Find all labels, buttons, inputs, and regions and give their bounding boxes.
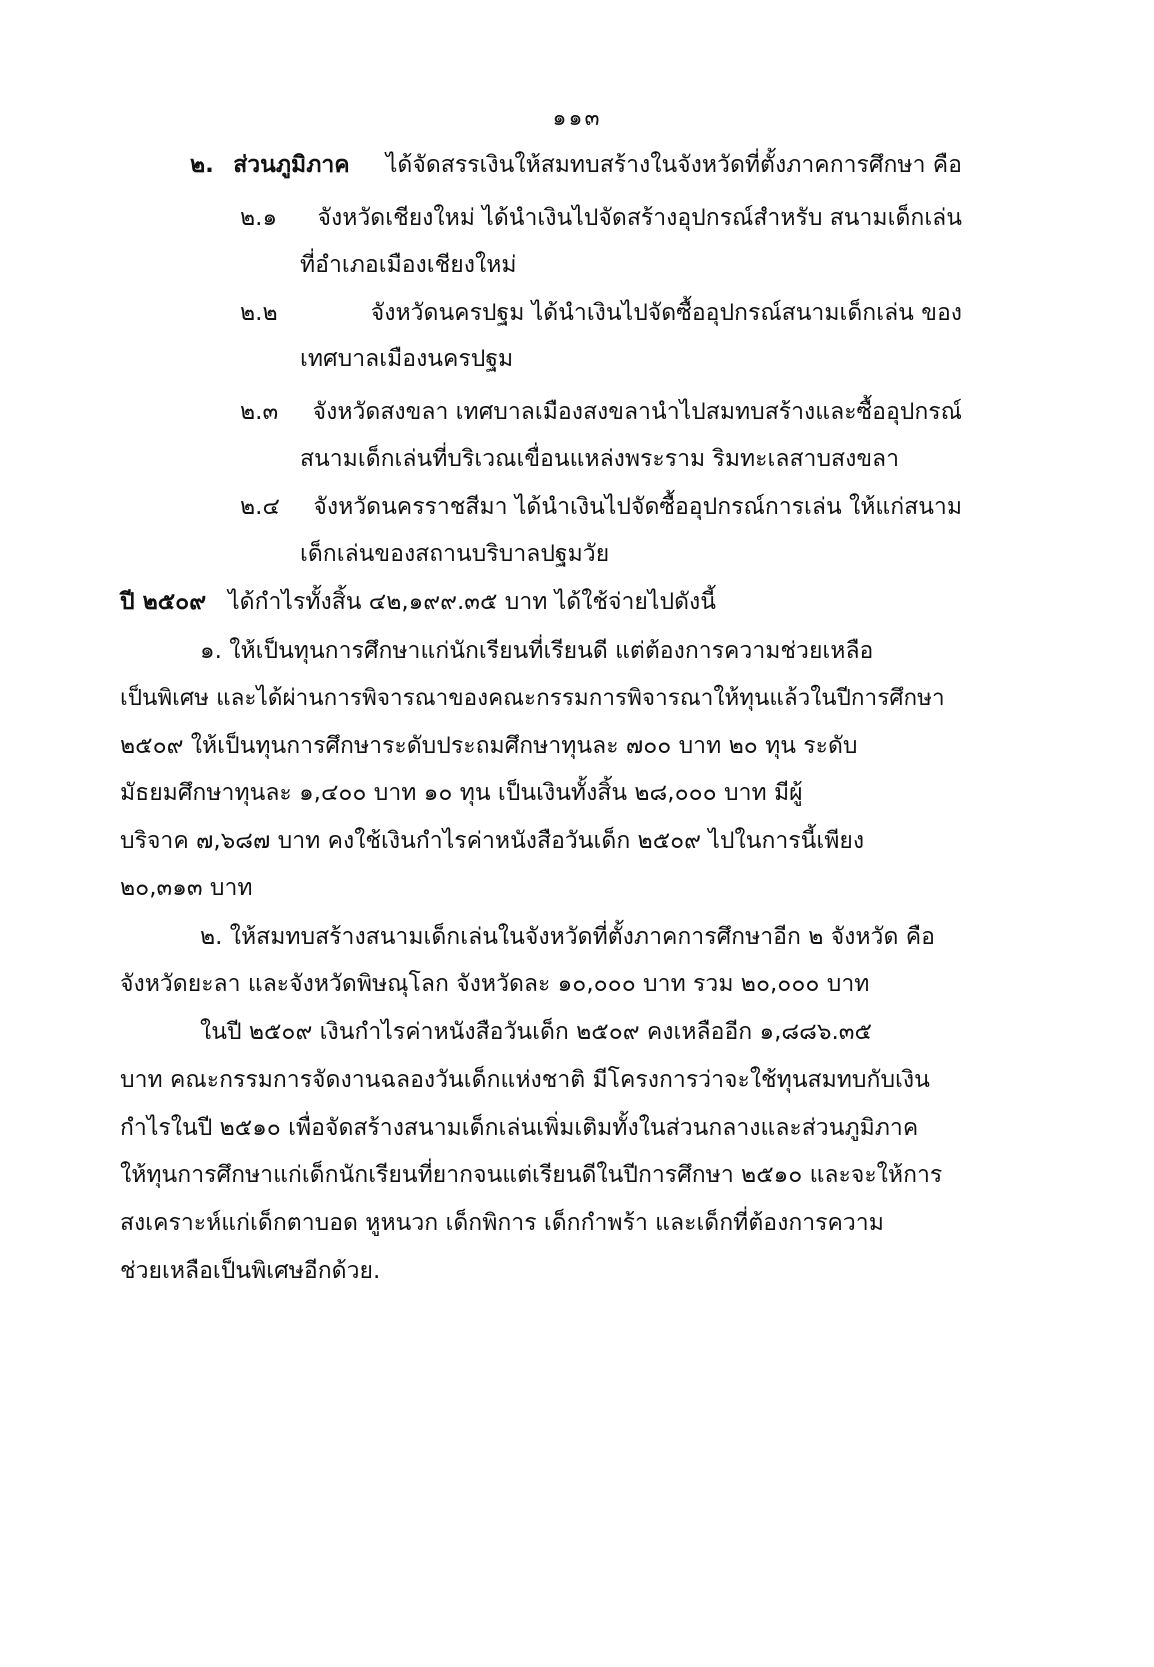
section-heading-text: ได้จัดสรรเงินให้สมทบสร้างในจังหวัดที่ตั้งภาคการศึกษา คือ: [385, 152, 962, 178]
paragraph-line: ในปี ๒๕๐๙ เงินกำไรค่าหนังสือวันเด็ก ๒๕๐๙ คงเหลืออีก ๑,๘๘๖.๓๕: [200, 1019, 872, 1045]
section-title: ส่วนภูมิภาค: [233, 152, 350, 178]
list-item: [240, 298, 962, 328]
item-line: จังหวัดเชียงใหม่ ได้นำเงินไปจัดสร้างอุปกรณ์สำหรับ สนามเด็กเล่น: [317, 205, 962, 231]
paragraph-line: ๒. ให้สมทบสร้างสนามเด็กเล่นในจังหวัดที่ตั้งภาคการศึกษาอีก ๒ จังหวัด คือ: [200, 924, 935, 950]
item-line: จังหวัดนครราชสีมา ได้นำเงินไปจัดซื้ออุปกรณ์การเล่น ให้แก่สนาม: [313, 494, 962, 520]
item-line: จังหวัดนครปฐม ได้นำเงินไปจัดซื้ออุปกรณ์สนามเด็กเล่น ของ: [370, 300, 962, 326]
item-line: จังหวัดสงขลา เทศบาลเมืองสงขลานำไปสมทบสร้างและซื้ออุปกรณ์: [312, 399, 962, 425]
paragraph-line: จังหวัดยะลา และจังหวัดพิษณุโลก จังหวัดละ ๑๐,๐๐๐ บาท รวม ๒๐,๐๐๐ บาท: [120, 971, 870, 997]
section-number: ๒.: [190, 152, 214, 178]
paragraph-line: บาท คณะกรรมการจัดงานฉลองวันเด็กแห่งชาติ มีโครงการว่าจะใช้ทุนสมทบกับเงิน: [120, 1067, 930, 1093]
section-heading: [190, 150, 962, 180]
paragraph-line: ช่วยเหลือเป็นพิเศษอีกด้วย.: [120, 1258, 381, 1284]
paragraph-line: กำไรในปี ๒๕๑๐ เพื่อจัดสร้างสนามเด็กเล่นเพิ่มเติมทั้งในส่วนกลางและส่วนภูมิภาค: [120, 1115, 919, 1141]
paragraph-line: ๒๕๐๙ ให้เป็นทุนการศึกษาระดับประถมศึกษาทุนละ ๗๐๐ บาท ๒๐ ทุน ระดับ: [120, 733, 858, 759]
paragraph-line: ๑. ให้เป็นทุนการศึกษาแก่นักเรียนที่เรียนดี แต่ต้องการความช่วยเหลือ: [200, 638, 874, 664]
item-line: ที่อำเภอเมืองเชียงใหม่: [300, 252, 517, 278]
paragraph-line: บริจาค ๗,๖๘๗ บาท คงใช้เงินกำไรค่าหนังสือวันเด็ก ๒๕๐๙ ไปในการนี้เพียง: [120, 828, 865, 854]
item-number: ๒.๑: [240, 205, 278, 231]
year-summary-text: ได้กำไรทั้งสิ้น ๔๒,๑๙๙.๓๕ บาท ได้ใช้จ่ายไปดังนี้: [228, 589, 716, 615]
paragraph-line: ๒๐,๓๑๓ บาท: [120, 875, 253, 901]
item-number: ๒.๓: [240, 399, 279, 425]
item-line: เด็กเล่นของสถานบริบาลปฐมวัย: [300, 541, 610, 567]
list-item: [240, 397, 962, 427]
paragraph-line: เป็นพิเศษ และได้ผ่านการพิจารณาของคณะกรรมการพิจารณาให้ทุนแล้วในปีการศึกษา: [120, 685, 945, 711]
item-line: สนามเด็กเล่นที่บริเวณเขื่อนแหล่งพระราม ริมทะเลสาบสงขลา: [300, 446, 900, 472]
year-label: ปี ๒๕๐๙: [120, 589, 207, 615]
paragraph-line: มัธยมศึกษาทุนละ ๑,๔๐๐ บาท ๑๐ ทุน เป็นเงินทั้งสิ้น ๒๘,๐๐๐ บาท มีผู้: [120, 780, 803, 806]
paragraph-line: ให้ทุนการศึกษาแก่เด็กนักเรียนที่ยากจนแต่เรียนดีในปีการศึกษา ๒๕๑๐ และจะให้การ: [120, 1162, 943, 1188]
year-summary: [120, 587, 716, 617]
page-number: ๑๑๓: [552, 106, 602, 131]
list-item: [240, 203, 962, 233]
list-item: [240, 492, 962, 522]
item-number: ๒.๔: [240, 494, 280, 520]
paragraph-line: สงเคราะห์แก่เด็กตาบอด หูหนวก เด็กพิการ เด็กกำพร้า และเด็กที่ต้องการความ: [120, 1210, 884, 1236]
item-number: ๒.๒: [240, 300, 278, 326]
item-line: เทศบาลเมืองนครปฐม: [300, 346, 514, 372]
